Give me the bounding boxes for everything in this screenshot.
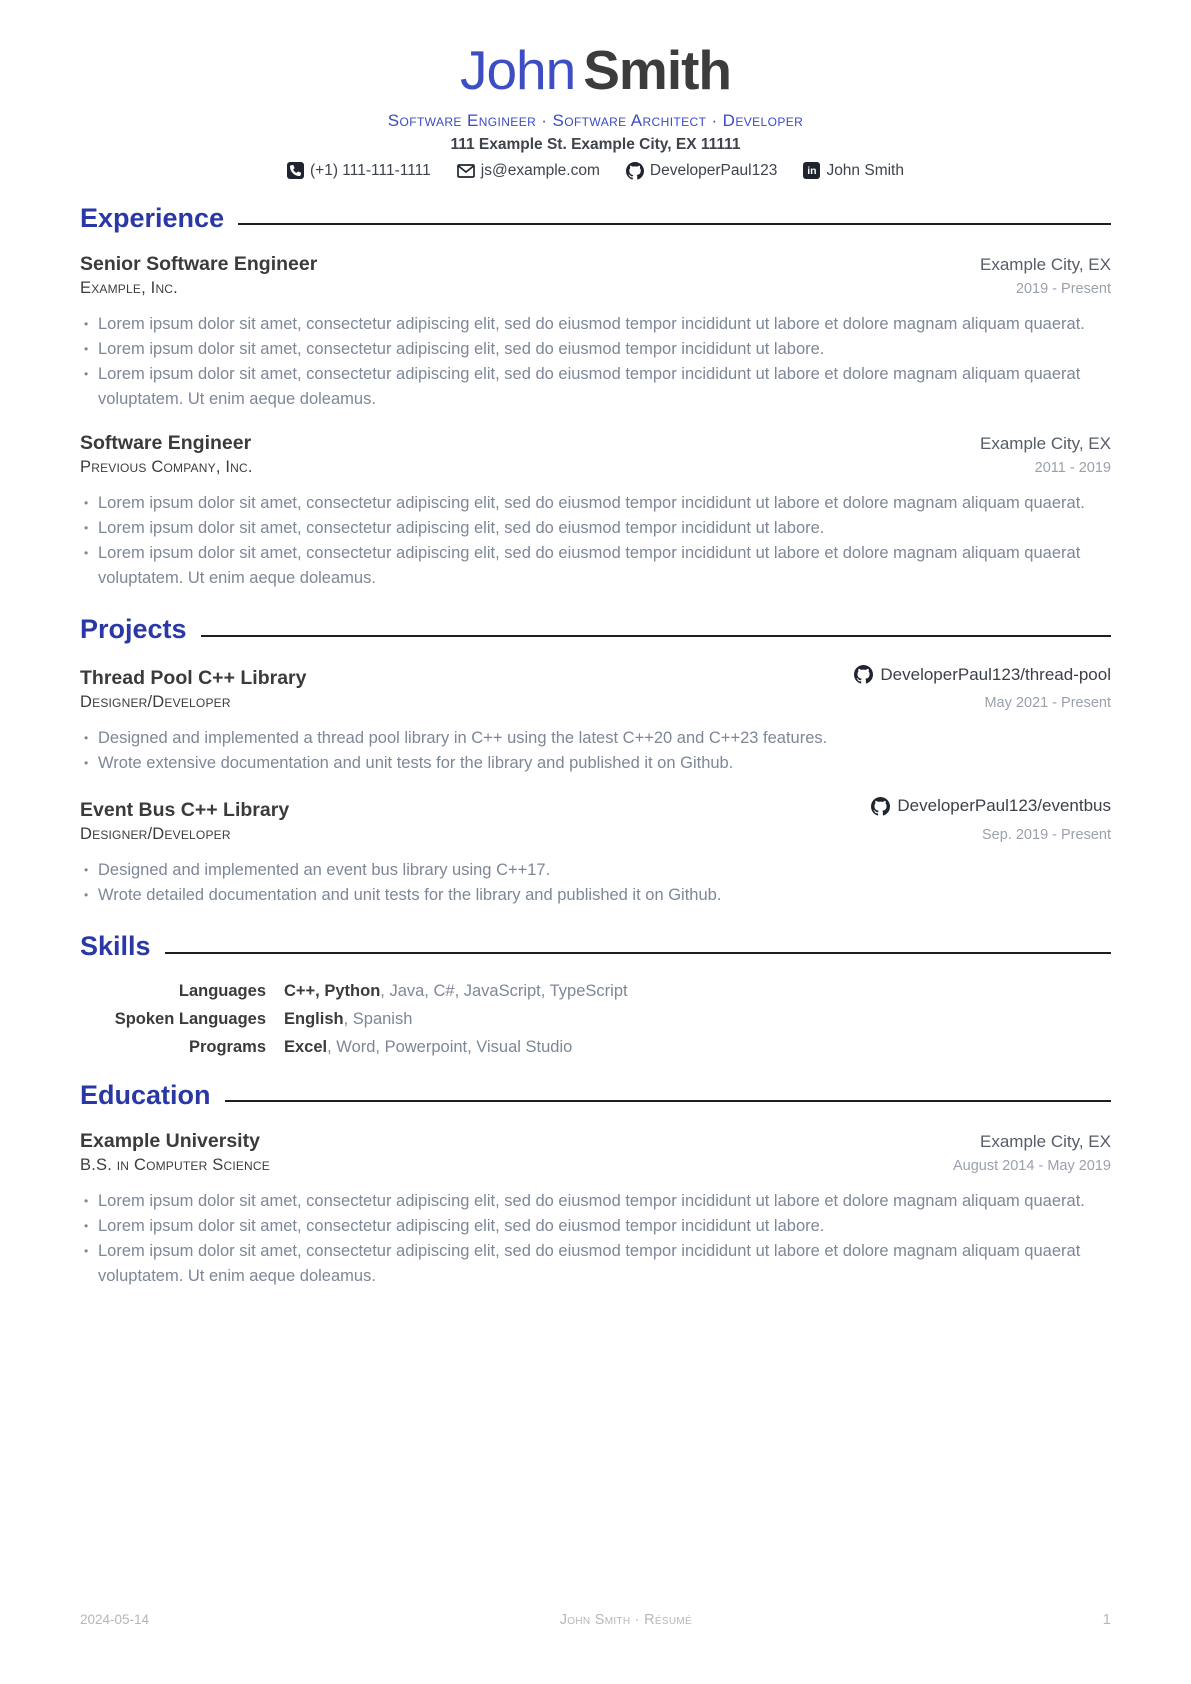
position-titles: Software Engineer · Software Architect · Developer [387,110,804,130]
section-rule [201,635,1111,637]
resume-header [80,40,1111,180]
bullet-item: • Lorem ipsum dolor sit amet, consectetur adipiscing elit, sed do eiusmod tempor incididunt ut labore et dolore magnam aliquam quaerat. [84,312,1111,337]
repo-name: DeveloperPaul123/eventbus [897,796,1111,816]
projects-heading-row [80,615,1111,645]
bullet-item: • Lorem ipsum dolor sit amet, consectetur adipiscing elit, sed do eiusmod tempor incididunt ut labore et dolore magnam aliquam quaerat. [84,1189,1111,1214]
bullet-item: • Lorem ipsum dolor sit amet, consectetur adipiscing elit, sed do eiusmod tempor incididunt ut labore. [84,516,1111,541]
skill-strong-text: C++, Python [284,981,381,1000]
email-address: js@example.com [480,161,600,179]
project-repo-link[interactable] [871,796,1111,816]
github-icon [854,665,873,684]
footer-date: 2024-05-14 [80,1612,150,1627]
github-contact[interactable] [626,162,778,180]
experience-entry-engineer [80,432,1111,591]
job-bullets [80,491,1111,591]
experience-heading-row [80,204,1111,234]
section-rule [165,952,1111,954]
education-bullets [80,1189,1111,1289]
school-name: Example University [80,1130,260,1153]
skill-label-programs: Programs [188,1037,266,1056]
skills-heading: Skills [80,930,151,961]
skill-value-spoken-languages [284,1010,1111,1029]
skill-value-languages [284,982,1111,1001]
skill-light-text: , Word, Powerpoint, Visual Studio [327,1037,573,1056]
full-name [80,40,1111,101]
skills-heading-row [80,932,1111,962]
skill-value-programs [284,1038,1111,1057]
bullet-item: • Lorem ipsum dolor sit amet, consectetur adipiscing elit, sed do eiusmod tempor incididunt ut labore et dolore magnam aliquam quaerat. [84,491,1111,516]
first-name: John [459,39,576,101]
job-location: Example City, EX [979,434,1111,454]
job-organization: Previous Company, Inc. [80,458,253,477]
linkedin-contact[interactable] [803,162,904,180]
school-location: Example City, EX [979,1132,1111,1152]
bullet-item: • Lorem ipsum dolor sit amet, consectetur adipiscing elit, sed do eiusmod tempor incididunt ut labore et dolore magnam aliquam quaerat voluptatem. Ut enim aeque doleamus. [84,1239,1111,1289]
phone-icon [287,162,304,179]
section-rule [225,1100,1111,1102]
email-contact[interactable] [457,162,600,180]
phone-number: (+1) 111-111-1111 [310,161,431,179]
job-title: Senior Software Engineer [80,253,318,276]
bullet-item: • Wrote extensive documentation and unit tests for the library and published it on Github. [84,751,1111,776]
skill-label-languages: Languages [178,981,266,1000]
project-role: Designer/Developer [80,824,231,843]
experience-entry-senior [80,253,1111,412]
section-rule [238,223,1111,225]
skill-light-text: , Java, C#, JavaScript, TypeScript [380,981,628,1000]
job-organization: Example, Inc. [80,279,178,298]
job-dates: 2019 - Present [1015,281,1111,298]
bullet-item: • Lorem ipsum dolor sit amet, consectetur adipiscing elit, sed do eiusmod tempor incididunt ut labore. [84,337,1111,362]
bullet-item: • Lorem ipsum dolor sit amet, consectetur adipiscing elit, sed do eiusmod tempor incididunt ut labore et dolore magnam aliquam quaerat voluptatem. Ut enim aeque doleamus. [84,362,1111,412]
bullet-item: • Lorem ipsum dolor sit amet, consectetur adipiscing elit, sed do eiusmod tempor incididunt ut labore et dolore magnam aliquam quaerat voluptatem. Ut enim aeque doleamus. [84,541,1111,591]
project-bullets [80,858,1111,908]
bullet-item: • Lorem ipsum dolor sit amet, consectetur adipiscing elit, sed do eiusmod tempor incididunt ut labore. [84,1214,1111,1239]
projects-section [80,615,1111,908]
education-section [80,1081,1111,1290]
contact-row [80,162,1111,180]
phone-contact[interactable] [287,162,431,180]
project-dates: Sep. 2019 - Present [982,826,1111,843]
experience-heading: Experience [80,202,225,233]
skills-section [80,932,1111,1057]
project-repo-link[interactable] [854,665,1111,685]
bullet-item: • Wrote detailed documentation and unit tests for the library and published it on Github. [84,883,1111,908]
bullet-item: • Designed and implemented a thread pool library in C++ using the latest C++20 and C++23 features. [84,726,1111,751]
project-entry-eventbus [80,796,1111,908]
skills-table [80,982,1111,1057]
education-heading: Education [80,1079,211,1110]
project-title: Thread Pool C++ Library [80,667,307,690]
project-entry-thread-pool [80,665,1111,777]
linkedin-name: John Smith [826,161,904,179]
github-icon [626,162,644,180]
experience-section [80,204,1111,592]
footer-title: John Smith · Résumé [559,1612,692,1628]
degree-name: B.S. in Computer Science [80,1156,270,1175]
projects-heading: Projects [80,614,187,645]
job-title: Software Engineer [80,432,252,455]
github-username: DeveloperPaul123 [649,161,778,179]
project-role: Designer/Developer [80,693,231,712]
street-address: 111 Example St. Example City, EX 11111 [450,135,741,153]
page-footer [80,1611,1111,1628]
envelope-icon [457,164,475,178]
github-icon [871,797,890,816]
project-title: Event Bus C++ Library [80,798,290,821]
project-dates: May 2021 - Present [984,695,1111,712]
skill-label-spoken-languages: Spoken Languages [114,1009,266,1028]
job-location: Example City, EX [979,255,1111,275]
education-entry-university [80,1130,1111,1289]
education-heading-row [80,1081,1111,1111]
footer-page-number: 1 [1102,1611,1111,1628]
last-name: Smith [583,39,732,101]
job-bullets [80,312,1111,412]
education-dates: August 2014 - May 2019 [953,1158,1111,1175]
project-bullets [80,726,1111,776]
job-dates: 2011 - 2019 [1034,460,1111,477]
repo-name: DeveloperPaul123/thread-pool [880,664,1111,684]
skill-strong-text: English [284,1009,344,1028]
skill-strong-text: Excel [284,1037,328,1056]
linkedin-icon: in [803,162,820,179]
skill-light-text: , Spanish [343,1009,413,1028]
bullet-item: • Designed and implemented an event bus library using C++17. [84,858,1111,883]
